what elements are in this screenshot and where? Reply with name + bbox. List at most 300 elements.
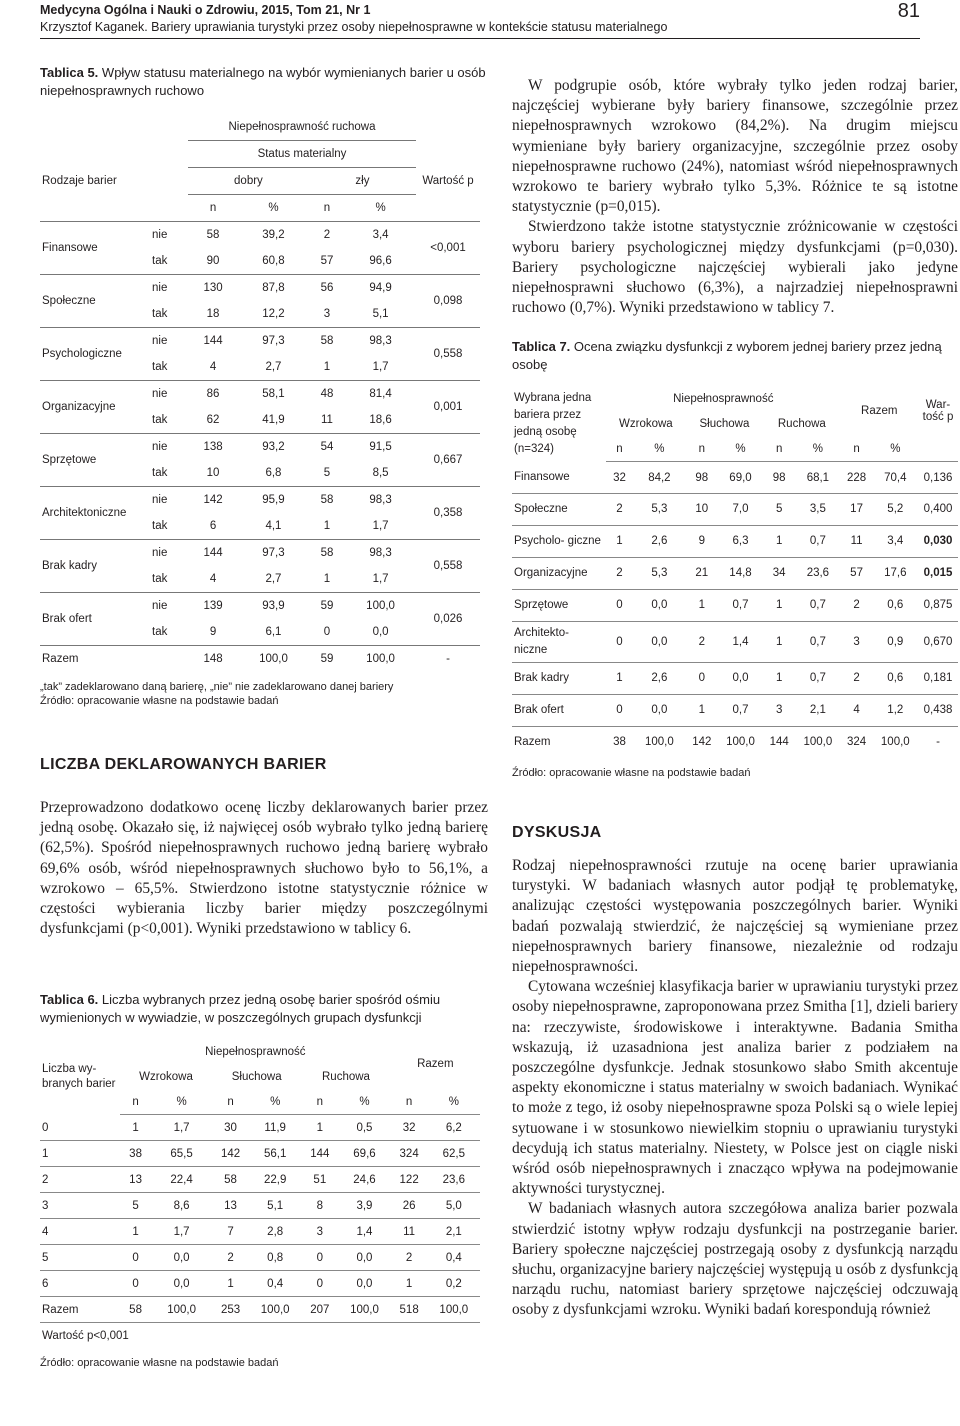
cell: 94,9 bbox=[345, 275, 416, 302]
table7-title: Ocena związku dysfunkcji z wyborem jednej bariery przez jedną osobę bbox=[512, 339, 942, 373]
table-row bbox=[512, 557, 958, 589]
cell: 98 bbox=[772, 471, 786, 484]
section-heading-discussion: DYSKUSJA bbox=[512, 823, 602, 841]
cell: 60,8 bbox=[262, 255, 285, 267]
cell: 1 bbox=[686, 694, 718, 726]
table-row bbox=[40, 540, 480, 567]
cell: 17 bbox=[841, 493, 873, 525]
cell: 0 bbox=[606, 621, 633, 662]
cell: 2 bbox=[841, 589, 873, 621]
cell: 2 bbox=[606, 493, 633, 525]
cell: 1 bbox=[763, 662, 795, 694]
cell: 58 bbox=[309, 487, 345, 514]
cell: 3,4 bbox=[873, 525, 918, 557]
cell: 58 bbox=[212, 1167, 249, 1193]
cell: 69,0 bbox=[729, 471, 752, 484]
cell: 142 bbox=[212, 1141, 249, 1167]
barrier-name: Sprzętowe bbox=[40, 434, 150, 487]
cell: 11,9 bbox=[264, 1121, 286, 1134]
cell: 22,9 bbox=[249, 1167, 301, 1193]
pct-header: % bbox=[718, 436, 763, 462]
cell: 8 bbox=[301, 1193, 338, 1219]
table7-ru-header: Ruchowa bbox=[777, 417, 826, 430]
cell: 17,6 bbox=[873, 557, 918, 589]
cell: 5,3 bbox=[633, 493, 686, 525]
cell: 1,7 bbox=[151, 1219, 212, 1245]
cell: 0 bbox=[323, 626, 331, 638]
table6 bbox=[40, 1039, 480, 1348]
cell: 1,2 bbox=[873, 694, 918, 726]
table-row bbox=[40, 328, 480, 355]
cell: 0 bbox=[606, 694, 633, 726]
answer-label: tak bbox=[152, 626, 168, 638]
cell: 7 bbox=[212, 1219, 249, 1245]
cell: 0,0 bbox=[718, 662, 763, 694]
cell: 48 bbox=[309, 381, 345, 408]
answer-label: tak bbox=[152, 308, 168, 320]
cell: 0 bbox=[301, 1271, 338, 1297]
barrier-name: Organizacyjne bbox=[40, 381, 150, 434]
table-row bbox=[40, 1141, 480, 1167]
cell: 0,670 bbox=[918, 621, 958, 662]
table5-source: Źródło: opracowanie własne na podstawie badań bbox=[40, 695, 279, 707]
cell: 0,0 bbox=[372, 626, 389, 638]
pct-header: % bbox=[375, 202, 386, 214]
cell: 86 bbox=[188, 381, 238, 408]
cell: 0,030 bbox=[918, 525, 958, 557]
cell: 144 bbox=[301, 1141, 338, 1167]
n-header: n bbox=[212, 1089, 249, 1115]
cell: 98,3 bbox=[345, 487, 416, 514]
table7-sl-header: Słuchowa bbox=[699, 417, 750, 430]
table-row bbox=[512, 621, 958, 662]
cell: 98,3 bbox=[345, 328, 416, 355]
cell: 51 bbox=[301, 1167, 338, 1193]
answer-label: nie bbox=[150, 381, 188, 408]
cell: 69,6 bbox=[338, 1141, 390, 1167]
cell: 62 bbox=[206, 414, 220, 426]
table-row bbox=[512, 694, 958, 726]
cell: 5,1 bbox=[249, 1193, 301, 1219]
cell: 100,0 bbox=[633, 726, 686, 758]
cell: 26 bbox=[391, 1193, 428, 1219]
answer-label: nie bbox=[150, 593, 188, 620]
table7-group-header: Niepełnosprawność bbox=[673, 392, 774, 405]
pct-header: % bbox=[633, 436, 686, 462]
cell: Razem bbox=[40, 1297, 120, 1323]
p-value: 0,667 bbox=[416, 434, 480, 487]
table5-status-header: Status materialny bbox=[188, 141, 416, 168]
table5-body bbox=[40, 222, 480, 646]
cell: 0,7 bbox=[718, 589, 763, 621]
table-row bbox=[40, 222, 480, 249]
answer-label: tak bbox=[152, 573, 168, 585]
cell: 100,0 bbox=[795, 726, 840, 758]
table5-group-header: Niepełnosprawność ruchowa bbox=[188, 114, 416, 141]
answer-label: tak bbox=[152, 467, 168, 479]
table6-rowtype-header: Liczba wy- branych barier bbox=[42, 1063, 116, 1091]
barrier-name: Psychologiczne bbox=[40, 328, 150, 381]
cell: 10 bbox=[206, 467, 220, 479]
answer-label: nie bbox=[150, 540, 188, 567]
pct-header: % bbox=[428, 1089, 480, 1115]
table-row bbox=[40, 593, 480, 620]
cell: 2 bbox=[309, 222, 345, 249]
table6-pvalue: Wartość p<0,001 bbox=[40, 1323, 480, 1349]
cell: 11 bbox=[321, 414, 333, 426]
answer-label: tak bbox=[152, 255, 168, 267]
cell: 0,7 bbox=[795, 662, 840, 694]
cell: 1 bbox=[132, 1121, 139, 1134]
cell: 57 bbox=[320, 255, 334, 267]
n-header: n bbox=[209, 202, 217, 214]
cell: 0,8 bbox=[249, 1245, 301, 1271]
cell: 2 bbox=[212, 1245, 249, 1271]
table5-title: Wpływ statusu materialnego na wybór wymienianych barier u osób niepełnosprawnych ruchowo bbox=[40, 65, 486, 98]
table7-wz-header: Wzrokowa bbox=[619, 417, 673, 430]
cell: 1 bbox=[316, 1121, 324, 1134]
cell: 2 bbox=[391, 1245, 428, 1271]
cell: 130 bbox=[188, 275, 238, 302]
discussion-paragraph-3: W badaniach własnych autora szczegółowa analiza barier pozwala stwierdzić istotny wpływ rodzaju dysfunkcji na postrzeganie barier. Bariery społeczne najczęściej postrzegają osoby z dysfunkcją narządu słuchu, organizacyjne bariery najczęściej występują u osób z dysfunkcją narządu ruchu, natomiast bariery sprzętowe najczęściej odczuwają osoby z dysfunkcjami wzroku. Wyniki badań korespondują również bbox=[512, 1200, 958, 1319]
cell: 3,4 bbox=[345, 222, 416, 249]
cell: 3 bbox=[841, 621, 873, 662]
table6-total-header: Razem bbox=[417, 1058, 454, 1071]
cell: 81,4 bbox=[345, 381, 416, 408]
n-header: n bbox=[686, 436, 718, 462]
cell: 1,7 bbox=[372, 361, 389, 373]
cell: 59 bbox=[309, 593, 345, 620]
cell: 95,9 bbox=[238, 487, 309, 514]
cell: 34 bbox=[763, 557, 795, 589]
cell: 3,5 bbox=[795, 493, 840, 525]
cell: 142 bbox=[686, 726, 718, 758]
cell: 0,7 bbox=[795, 589, 840, 621]
table6-group-header: Niepełnosprawność bbox=[205, 1045, 306, 1058]
cell: 0,6 bbox=[873, 662, 918, 694]
p-value: 0,001 bbox=[416, 381, 480, 434]
cell: 5,3 bbox=[633, 557, 686, 589]
cell: 62,5 bbox=[428, 1141, 480, 1167]
cell: 5,2 bbox=[873, 493, 918, 525]
table6-sl-header: Słuchowa bbox=[231, 1070, 282, 1083]
cell: 0,875 bbox=[918, 589, 958, 621]
cell: 13 bbox=[120, 1167, 151, 1193]
cell: 100,0 bbox=[718, 726, 763, 758]
result-paragraph-1: W podgrupie osób, które wybrały tylko jeden rodzaj barier, najczęściej wybierane były bariery finansowe, szczególnie przez niepełnosprawnych wzrokowo (84,2%). Na drugim miejscu wymieniane były bariery organizacyjne, szczególnie przez osoby niepełnosprawne ruchowo (24%), natomiast wśród niepełnosprawnych wzrokowo te bariery wybrało tylko 5,3%. Różnice te są istotne statystycznie (p=0,015). bbox=[512, 77, 958, 216]
cell: 1,4 bbox=[718, 621, 763, 662]
table6-title: Liczba wybranych przez jedną osobę barier spośród ośmiu wymienionych w wywiadzie, w poszczególnych grupach dysfunkcji bbox=[40, 992, 441, 1026]
table-row bbox=[40, 1219, 480, 1245]
cell: 0 bbox=[120, 1271, 151, 1297]
pct-header: % bbox=[268, 202, 279, 214]
cell: 1 bbox=[763, 589, 795, 621]
cell: 0,7 bbox=[795, 525, 840, 557]
p-value: 0,358 bbox=[416, 487, 480, 540]
cell: 13 bbox=[212, 1193, 249, 1219]
cell: 1,7 bbox=[372, 573, 389, 585]
cell: 139 bbox=[188, 593, 238, 620]
cell: 11 bbox=[841, 525, 873, 557]
cell: 0 bbox=[120, 1245, 151, 1271]
cell: 0,0 bbox=[151, 1271, 212, 1297]
discussion-paragraph-2: Cytowana wcześniej klasyfikacja barier w uprawianiu turystyki przez osoby niepełnosprawne, zaproponowana przez Smitha [1], dzieli bariery na: rzeczywiste, środowiskowe i interaktywne. Badania Smitha wskazują, iż uzasadniona jest analiza barier z podziałem na poszczególne dysfunkcje. Jednak stosunkowo słabo Smith akcentuje aspekty ekonomiczne i status materialny w swoich badaniach. Wynikać to może z tego, iż osoby niepełnosprawne spoza Polski są o wiele lepiej sytuowane i w stosunkowo niewielkim stopniu o uprawianiu turystyki decydują ich status materialny. Niestety, w Polsce jest on ciągle niski wśród osób niepełnosprawnych i znacząco wpływa na podejmowanie aktywności turystycznej. bbox=[512, 978, 958, 1198]
cell: 87,8 bbox=[238, 275, 309, 302]
cell: 100,0 bbox=[151, 1297, 212, 1323]
table-row bbox=[512, 662, 958, 694]
right-column bbox=[512, 76, 958, 1321]
discussion-paragraph-1: Rodzaj niepełnosprawności rzutuje na ocenę barier uprawiania turystyki. W badaniach własnych autor podjął tę problematykę, analizując częstości występowania poszczególnych barier. Wyniki badań pozwalają stwierdzić, że najczęściej są wymieniane przez niepełnosprawnych bariery finansowe, niezależnie od rodzaju niepełnosprawności. bbox=[512, 856, 958, 975]
cell: 0 bbox=[686, 662, 718, 694]
cell: 9 bbox=[209, 626, 217, 638]
answer-label: tak bbox=[152, 361, 168, 373]
cell: 100,0 bbox=[428, 1297, 480, 1323]
pct-header: % bbox=[873, 436, 918, 462]
cell: 0,136 bbox=[923, 471, 953, 484]
cell: 4 bbox=[841, 694, 873, 726]
cell: 1,7 bbox=[173, 1121, 190, 1134]
table5-value-header: Wartość p bbox=[422, 174, 474, 187]
answer-label: tak bbox=[152, 520, 168, 532]
table-row bbox=[512, 525, 958, 557]
cell: 1 bbox=[323, 361, 331, 373]
answer-label: nie bbox=[150, 222, 188, 249]
cell: 144 bbox=[763, 726, 795, 758]
cell: 8,6 bbox=[151, 1193, 212, 1219]
cell: 2,7 bbox=[265, 361, 282, 373]
pct-header: % bbox=[338, 1089, 390, 1115]
cell: 56 bbox=[309, 275, 345, 302]
cell: 0,181 bbox=[918, 662, 958, 694]
cell: Finansowe bbox=[514, 470, 570, 483]
cell: 0,0 bbox=[151, 1245, 212, 1271]
cell: 324 bbox=[391, 1141, 428, 1167]
table6-caption bbox=[40, 991, 488, 1027]
cell: 23,6 bbox=[428, 1167, 480, 1193]
n-header: n bbox=[391, 1089, 428, 1115]
cell: Społeczne bbox=[512, 493, 606, 525]
cell: 0,7 bbox=[795, 621, 840, 662]
cell: 3,9 bbox=[338, 1193, 390, 1219]
page-number: 81 bbox=[897, 0, 920, 22]
cell: 0,5 bbox=[356, 1121, 373, 1134]
n-header: n bbox=[301, 1089, 338, 1115]
table-row bbox=[40, 1167, 480, 1193]
table-row bbox=[40, 1193, 480, 1219]
table7-source: Źródło: opracowanie własne na podstawie badań bbox=[512, 766, 751, 779]
cell: 0,400 bbox=[918, 493, 958, 525]
cell: 6 bbox=[40, 1271, 120, 1297]
cell: 0,4 bbox=[428, 1245, 480, 1271]
cell: 6,2 bbox=[445, 1121, 462, 1134]
table-row bbox=[40, 1115, 480, 1141]
cell: 6,8 bbox=[265, 467, 282, 479]
cell: 324 bbox=[841, 726, 873, 758]
cell: 0,7 bbox=[718, 694, 763, 726]
barrier-name: Brak ofert bbox=[40, 593, 150, 646]
cell: 5 bbox=[323, 467, 331, 479]
answer-label: tak bbox=[152, 414, 168, 426]
cell: 6 bbox=[209, 520, 217, 532]
cell: 8,5 bbox=[372, 467, 389, 479]
table6-body bbox=[40, 1115, 480, 1323]
cell: 39,2 bbox=[238, 222, 309, 249]
cell: 100,0 bbox=[249, 1297, 301, 1323]
pct-header: % bbox=[249, 1089, 301, 1115]
cell: 41,9 bbox=[262, 414, 285, 426]
p-value: 0,098 bbox=[416, 275, 480, 328]
table7-value-header: War- tość p bbox=[922, 399, 954, 424]
table-row bbox=[512, 462, 958, 494]
n-header: n bbox=[120, 1089, 151, 1115]
cell: 0,0 bbox=[633, 621, 686, 662]
cell: 138 bbox=[188, 434, 238, 461]
cell: 3 bbox=[40, 1193, 120, 1219]
cell: 207 bbox=[301, 1297, 338, 1323]
cell: 57 bbox=[841, 557, 873, 589]
table-row bbox=[40, 434, 480, 461]
cell: 6,3 bbox=[718, 525, 763, 557]
cell: 0,6 bbox=[873, 589, 918, 621]
cell: 30 bbox=[224, 1121, 237, 1134]
table7-caption bbox=[512, 338, 958, 374]
cell: 100,0 bbox=[873, 726, 918, 758]
cell: 0 bbox=[301, 1245, 338, 1271]
cell: 1 bbox=[606, 662, 633, 694]
cell: 0 bbox=[606, 589, 633, 621]
cell: 9 bbox=[686, 525, 718, 557]
cell: 7,0 bbox=[718, 493, 763, 525]
cell: 91,5 bbox=[345, 434, 416, 461]
cell: 22,4 bbox=[151, 1167, 212, 1193]
cell: 100,0 bbox=[338, 1297, 390, 1323]
cell: 12,2 bbox=[262, 308, 285, 320]
cell: 2,6 bbox=[633, 525, 686, 557]
n-header: n bbox=[841, 436, 873, 462]
article-title: Krzysztof Kaganek. Bariery uprawiania turystyki przez osoby niepełnosprawne w kontekście statusu materialnego bbox=[40, 20, 668, 34]
cell: 2,6 bbox=[633, 662, 686, 694]
cell: 122 bbox=[391, 1167, 428, 1193]
cell: 1 bbox=[212, 1271, 249, 1297]
cell: 2,7 bbox=[265, 573, 282, 585]
cell: 97,3 bbox=[238, 540, 309, 567]
table5-label: Tablica 5. bbox=[40, 65, 99, 80]
cell: Brak kadry bbox=[512, 662, 606, 694]
cell: Psycholo- giczne bbox=[512, 525, 606, 557]
cell: 0,0 bbox=[633, 694, 686, 726]
cell: 32 bbox=[613, 471, 626, 484]
cell: 2,8 bbox=[249, 1219, 301, 1245]
cell: 5 bbox=[763, 493, 795, 525]
table7-label: Tablica 7. bbox=[512, 339, 571, 355]
cell: 1 bbox=[763, 525, 795, 557]
cell: 5,0 bbox=[428, 1193, 480, 1219]
table7-rowtype-header: Wybrana jedna bariera przez jedną osobę (n=324) bbox=[514, 392, 592, 456]
table5-good-header: dobry bbox=[188, 168, 309, 195]
table7 bbox=[512, 386, 958, 758]
barrier-name: Architektoniczne bbox=[40, 487, 150, 540]
cell: 0,015 bbox=[918, 557, 958, 589]
table-row bbox=[40, 1245, 480, 1271]
table-row bbox=[40, 381, 480, 408]
cell: 97,3 bbox=[238, 328, 309, 355]
cell: 5 bbox=[120, 1193, 151, 1219]
table-row bbox=[512, 493, 958, 525]
cell: 70,4 bbox=[884, 471, 907, 484]
barrier-name: Społeczne bbox=[40, 275, 150, 328]
cell: 5,1 bbox=[372, 308, 389, 320]
cell: 58,1 bbox=[238, 381, 309, 408]
cell: 4 bbox=[209, 573, 217, 585]
cell: 18,6 bbox=[369, 414, 392, 426]
cell: 0,0 bbox=[338, 1271, 390, 1297]
cell: 11 bbox=[391, 1219, 428, 1245]
cell: 3 bbox=[763, 694, 795, 726]
cell: 3 bbox=[301, 1219, 338, 1245]
cell: 98 bbox=[695, 471, 709, 484]
cell: 518 bbox=[391, 1297, 428, 1323]
cell: 21 bbox=[686, 557, 718, 589]
cell: 100,0 bbox=[345, 646, 416, 673]
p-value: 0,026 bbox=[416, 593, 480, 646]
result-paragraph-2: Stwierdzono także istotne statystycznie zróżnicowanie w częstości wyboru bariery psychologicznej między dysfunkcjami (p=0,030). Bariery psychologiczne najczęściej wybierali jako jedyne niepełnosprawni słuchowo (6,3%), a najrzadziej niepełnosprawni ruchowo (0,7%). Wyniki przedstawiono w tablicy 7. bbox=[512, 218, 958, 317]
cell: 23,6 bbox=[795, 557, 840, 589]
cell: 59 bbox=[309, 646, 345, 673]
answer-label: nie bbox=[150, 328, 188, 355]
cell: 65,5 bbox=[151, 1141, 212, 1167]
cell: Architekto- niczne bbox=[512, 621, 606, 662]
cell: 2,1 bbox=[795, 694, 840, 726]
pct-header: % bbox=[151, 1089, 212, 1115]
cell: Brak ofert bbox=[512, 694, 606, 726]
cell: 1 bbox=[391, 1271, 428, 1297]
cell: 228 bbox=[846, 471, 867, 484]
cell: 98,3 bbox=[345, 540, 416, 567]
cell: 38 bbox=[606, 726, 633, 758]
table6-wz-header: Wzrokowa bbox=[139, 1070, 193, 1083]
cell: 1 bbox=[763, 621, 795, 662]
total-label: Razem bbox=[40, 646, 150, 673]
cell: 93,2 bbox=[238, 434, 309, 461]
cell: 90 bbox=[206, 255, 220, 267]
table-row bbox=[40, 275, 480, 302]
cell: 2 bbox=[686, 621, 718, 662]
table6-ru-header: Ruchowa bbox=[322, 1070, 370, 1083]
cell: 3 bbox=[323, 308, 331, 320]
barrier-name: Finansowe bbox=[40, 222, 150, 275]
cell: Razem bbox=[512, 726, 606, 758]
cell: 0,0 bbox=[338, 1245, 390, 1271]
table6-source: Źródło: opracowanie własne na podstawie badań bbox=[40, 1357, 279, 1370]
cell: 0,438 bbox=[918, 694, 958, 726]
table5 bbox=[40, 114, 480, 672]
cell: 2 bbox=[606, 557, 633, 589]
cell: 144 bbox=[188, 540, 238, 567]
table-row bbox=[40, 1271, 480, 1297]
cell: 93,9 bbox=[238, 593, 309, 620]
cell: 54 bbox=[309, 434, 345, 461]
cell: 148 bbox=[188, 646, 238, 673]
table-row bbox=[40, 1297, 480, 1323]
table7-body bbox=[512, 462, 958, 758]
cell: 0 bbox=[42, 1121, 49, 1134]
cell: 1 bbox=[40, 1141, 120, 1167]
section-heading-count: LICZBA DEKLAROWANYCH BARIER bbox=[40, 756, 327, 773]
count-paragraph: Przeprowadzono dodatkowo ocenę liczby deklarowanych barier przez jedną osobę. Okazało się, iż najwięcej osób wybrało tylko jedną barierę (62,5%). Spośród niepełnosprawnych ruchowo jedną barierę wybrało 69,6% osób, wśród niepełnosprawnych słuchowo było to 56,1%, a wzrokowo – 65,5%. Stwierdzono istotne statystycznie różnice w częstości wybierania liczby barier między poszczególnymi dysfunkcjami (p<0,001). Wyniki przedstawiono w tablicy 6. bbox=[40, 799, 488, 938]
cell: 4 bbox=[40, 1219, 120, 1245]
header-rule bbox=[40, 38, 920, 39]
p-value: <0,001 bbox=[416, 222, 480, 275]
